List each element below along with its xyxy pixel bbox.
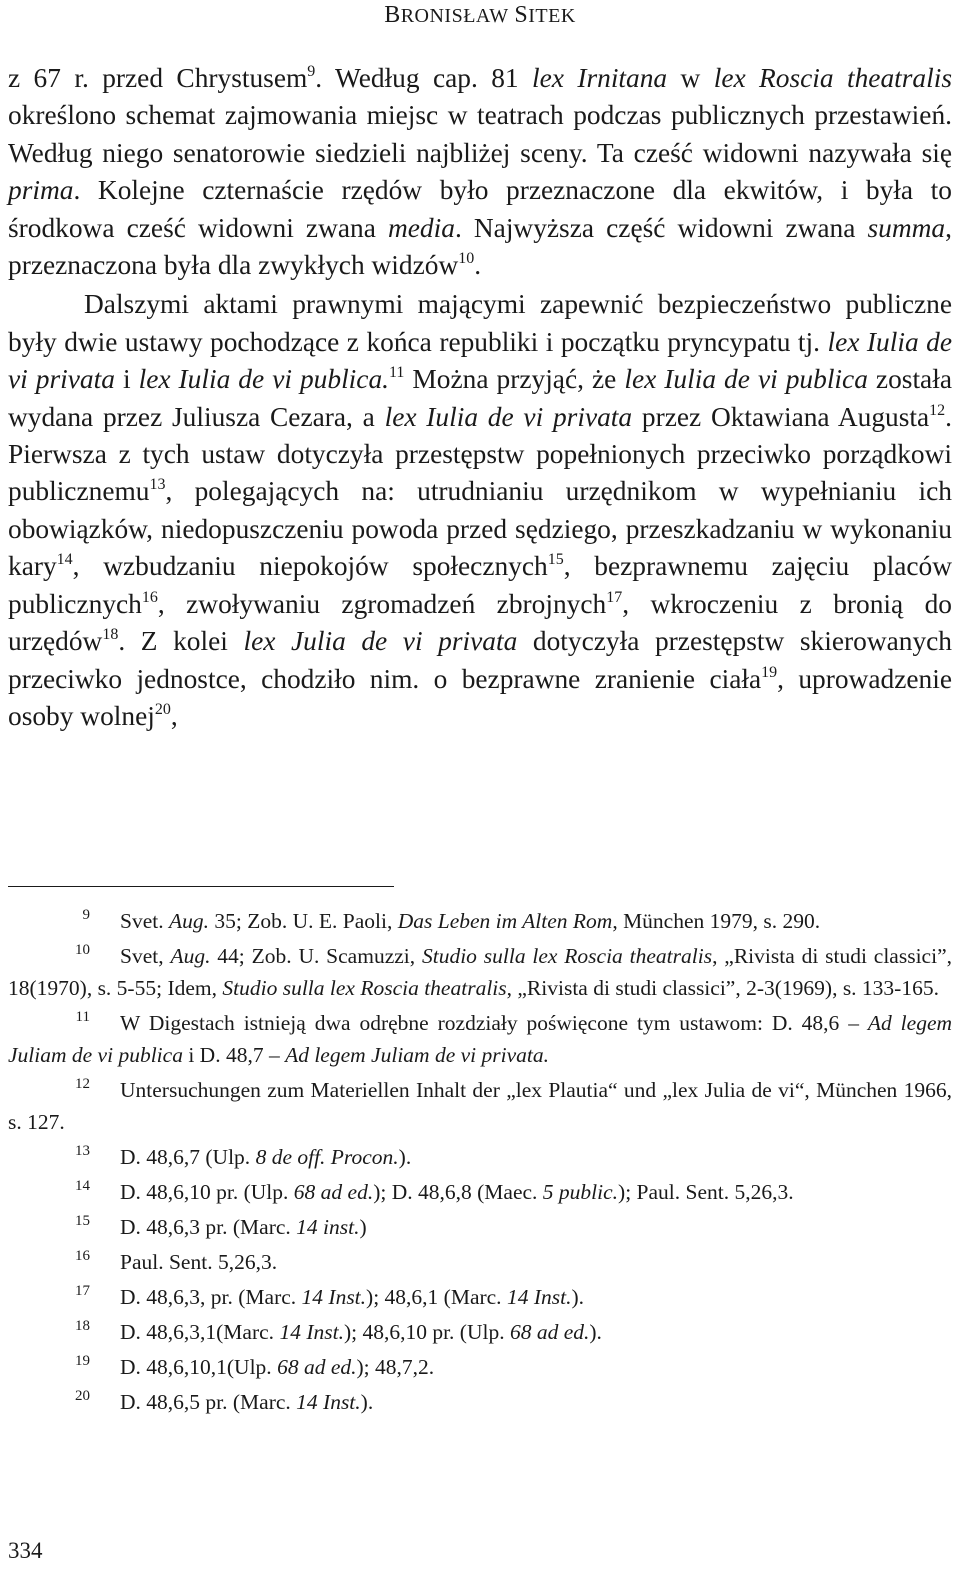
paragraph-2: Dalszymi aktami prawnymi mającymi zapewnić bezpieczeństwo publiczne były dwie ustawy pochodzące z końca republiki i początku pryncypatu tj. lex Iulia de vi privata i lex Iulia de vi publica.$^{11}$ Można przyjąć, że lex Iulia de vi publica została wydana przez Juliusza Cezara, a lex Iulia de vi privata przez Oktawiana Augusta$^{12}$. Pierwsza z tych ustaw dotyczyła przestępstw popełnionych przeciwko porządkowi publicznemu$^{13}$, polegających na: utrudnianiu urzędnikom w wypełnianiu ich obowiązków, niedopuszczeniu powoda przed sędziego, przeszkadzaniu w wykonaniu kary$^{14}$, wzbudzaniu niepokojów społecznych$^{15}$, bezprawnemu zajęciu placów publicznych$^{16}$, zwoływaniu zgromadzeń zbrojnych$^{17}$, wkroczeniu z bronią do urzędów$^{18}$. Z kolei lex Julia de vi privata dotyczyła przestępstw skierowanych przeciwko jednostce, chodziło nim. o bezprawne zranienie ciała$^{19}$, uprowadzenie osoby wolnej$^{20}$, bbox=[8, 289, 953, 731]
footnote-number: 12 bbox=[75, 1076, 90, 1092]
footnote-10: $^{10}$ Svet, Aug. 44; Zob. U. Scamuzzi, Studio sulla lex Roscia theatralis, „Rivista di studi classici”, 18(1970), s. 5-55; Idem, Studio sulla lex Roscia theatralis, „Rivista di studi classici”, 2-3(1969), s. 133-165. bbox=[8, 942, 952, 1000]
footnote-ref-15[interactable]: 15 bbox=[547, 551, 564, 569]
footnote-ref-14[interactable]: 14 bbox=[56, 551, 73, 569]
footnote-number: 17 bbox=[75, 1283, 90, 1299]
footnote-14: $^{14}$ D. 48,6,10 pr. (Ulp. 68 ad ed.); D. 48,6,8 (Maec. 5 public.); Paul. Sent. 5,26,3. bbox=[75, 1178, 794, 1204]
footnote-16: $^{16}$ Paul. Sent. 5,26,3. bbox=[75, 1248, 278, 1274]
footnote-ref-10[interactable]: 10 bbox=[458, 250, 475, 268]
footnote-ref-17[interactable]: 17 bbox=[606, 588, 623, 606]
footnote-17: $^{17}$ D. 48,6,3, pr. (Marc. 14 Inst.); 48,6,1 (Marc. 14 Inst.). bbox=[75, 1283, 584, 1309]
footnote-number: 14 bbox=[75, 1178, 90, 1194]
footnote-number: 11 bbox=[75, 1009, 90, 1025]
footnotes-section bbox=[8, 905, 952, 1421]
footnote-ref-20[interactable]: 20 bbox=[154, 700, 171, 718]
footnote-number: 10 bbox=[75, 942, 90, 958]
main-text bbox=[8, 60, 952, 735]
footnote-number: 18 bbox=[75, 1318, 90, 1334]
page-number: 334 bbox=[8, 1538, 43, 1563]
footnote-ref-9[interactable]: 9 bbox=[307, 63, 316, 80]
footnote-20: $^{20}$ D. 48,6,5 pr. (Marc. 14 Inst.). bbox=[75, 1388, 374, 1414]
footnote-ref-11[interactable]: 11 bbox=[389, 364, 405, 382]
footnote-19: $^{19}$ D. 48,6,10,1(Ulp. 68 ad ed.); 48,7,2. bbox=[75, 1353, 435, 1379]
paragraph-1: z 67 r. przed Chrystusem$^9$. Według cap. 81 lex Irnitana w lex Roscia theatralis określono schemat zajmowania miejsc w teatrach podczas publicznych przestawień. Według niego senatorowie siedzieli najbliżej sceny. Ta cześć widowni nazywała się prima. Kolejne czternaście rzędów było przeznaczone dla ekwitów, i była to środkowa cześć widowni zwana media. Najwyższa część widowni zwana summa, przeznaczona była dla zwykłych widzów$^{10}$. bbox=[8, 63, 952, 281]
footnote-11: $^{11}$ W Digestach istnieją dwa odrębne rozdziały poświęcone tym ustawom: D. 48,6 – Ad legem Juliam de vi publica i D. 48,7 – Ad legem Juliam de vi privata. bbox=[8, 1009, 953, 1067]
footnote-number: 13 bbox=[75, 1143, 90, 1159]
footnote-number: 19 bbox=[75, 1353, 90, 1369]
footnote-9: $^9$ Svet. Aug. 35; Zob. U. E. Paoli, Das Leben im Alten Rom, München 1979, s. 290. bbox=[82, 907, 821, 933]
footnote-number: 20 bbox=[75, 1388, 90, 1404]
footnote-number: 16 bbox=[75, 1248, 90, 1264]
footnote-ref-16[interactable]: 16 bbox=[141, 588, 158, 606]
footnote-ref-18[interactable]: 18 bbox=[102, 626, 119, 644]
footnote-number: 15 bbox=[75, 1213, 90, 1229]
footnote-12: $^{12}$ Untersuchungen zum Materiellen Inhalt der „lex Plautia“ und „lex Julia de vi“, München 1966, s. 127. bbox=[8, 1076, 952, 1134]
footnote-number: 9 bbox=[82, 907, 90, 923]
footnote-ref-12[interactable]: 12 bbox=[929, 401, 946, 419]
footnote-ref-13[interactable]: 13 bbox=[149, 476, 166, 494]
footnote-18: $^{18}$ D. 48,6,3,1(Marc. 14 Inst.); 48,6,10 pr. (Ulp. 68 ad ed.). bbox=[75, 1318, 602, 1344]
footnote-separator bbox=[8, 886, 394, 887]
footnote-ref-19[interactable]: 19 bbox=[761, 663, 778, 681]
footnote-13: $^{13}$ D. 48,6,7 (Ulp. 8 de off. Procon.). bbox=[75, 1143, 412, 1169]
footnote-15: $^{15}$ D. 48,6,3 pr. (Marc. 14 inst.) bbox=[75, 1213, 367, 1239]
running-header: BRONISŁAW SITEK bbox=[384, 2, 576, 28]
